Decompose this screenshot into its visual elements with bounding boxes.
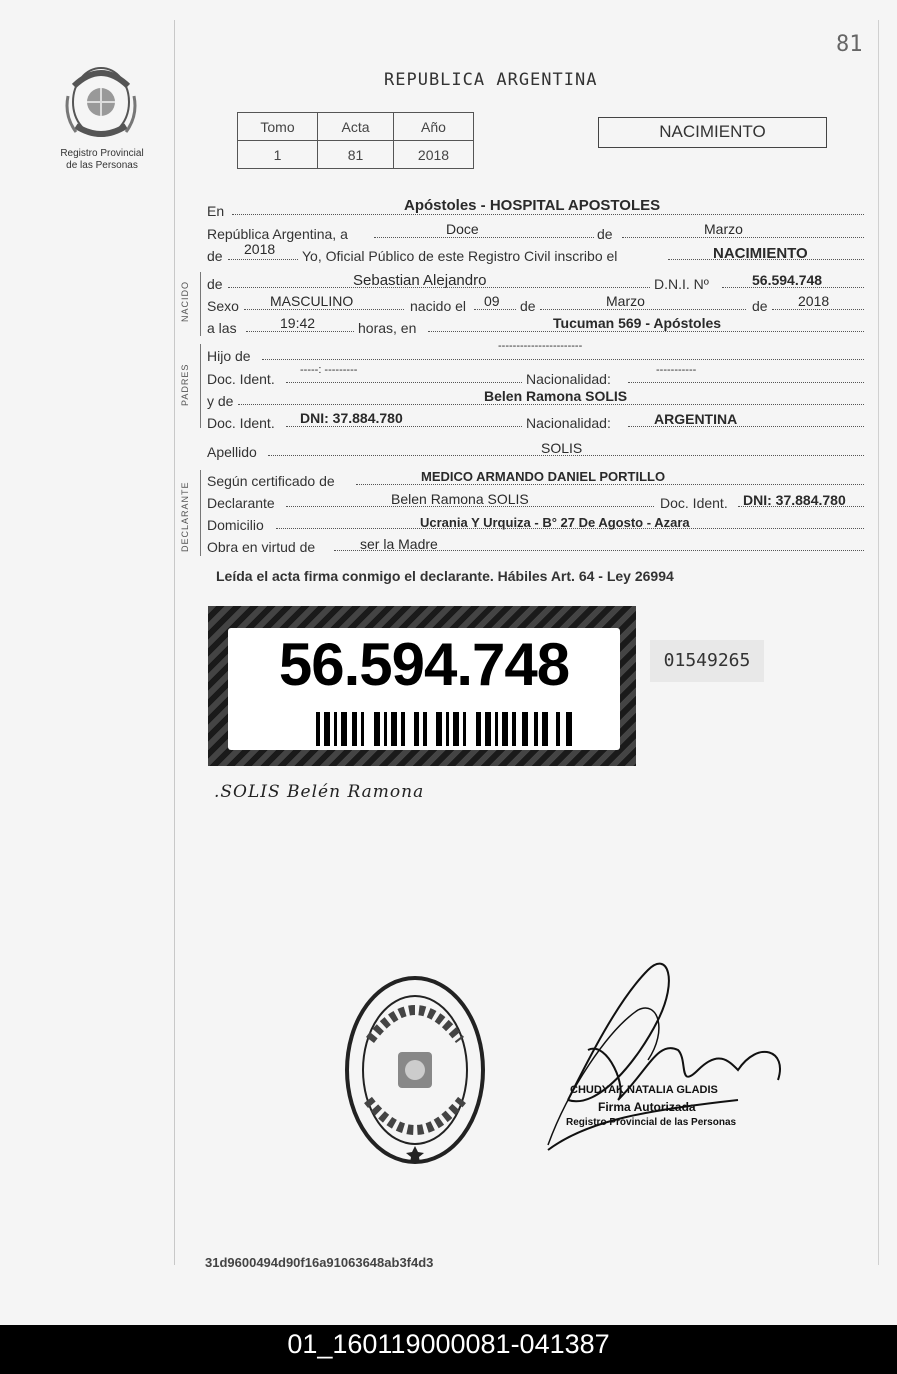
registry-line1: Registro Provincial <box>60 148 144 159</box>
dotted-line <box>474 309 516 310</box>
label-sexo: Sexo <box>207 298 239 314</box>
label-segun-certificado: Según certificado de <box>207 473 335 489</box>
value-in-virtue-of: ser la Madre <box>360 536 438 552</box>
dotted-line <box>286 426 522 427</box>
province-crest-icon <box>62 56 140 144</box>
label-de: de <box>597 226 613 242</box>
registry-line2: de las Personas <box>66 160 138 171</box>
label-a-las: a las <box>207 320 237 336</box>
value-year: 2018 <box>244 241 276 257</box>
label-horas-en: horas, en <box>358 320 417 336</box>
label-de2: de <box>207 248 223 264</box>
volume-header-ano: Año <box>394 113 474 141</box>
label-republica: República Argentina, a <box>207 226 348 242</box>
value-birth-year: 2018 <box>798 293 830 309</box>
volume-value-acta: 81 <box>318 141 394 169</box>
label-domicilio: Domicilio <box>207 517 264 533</box>
page-number: 81 <box>836 32 863 57</box>
label-nacido-el: nacido el <box>410 298 467 314</box>
dotted-line <box>262 359 864 360</box>
document-hash: 31d9600494d90f16a91063648ab3f4d3 <box>205 1255 434 1270</box>
value-mother-nationality: ARGENTINA <box>654 411 738 427</box>
file-id: 01_160119000081-041387 <box>287 1329 610 1359</box>
barcode-bars-icon <box>316 712 572 746</box>
dotted-line <box>374 237 594 238</box>
value-child-name: Sebastian Alejandro <box>353 272 487 289</box>
label-dni: D.N.I. Nº <box>654 276 709 292</box>
dotted-line <box>356 484 864 485</box>
volume-header-tomo: Tomo <box>238 113 318 141</box>
serial-number: 01549265 <box>650 640 764 682</box>
label-obra: Obra en virtud de <box>207 539 316 555</box>
value-place: Apóstoles - HOSPITAL APOSTOLES <box>404 197 661 214</box>
volume-table <box>237 112 474 169</box>
label-y-de: y de <box>207 393 234 409</box>
right-margin-line <box>878 20 879 1265</box>
value-declarant-doc: DNI: 37.884.780 <box>743 492 846 508</box>
label-doc-ident: Doc. Ident. <box>207 371 275 387</box>
value-father-doc: -----: --------- <box>300 364 358 376</box>
dotted-line <box>228 259 298 260</box>
section-divider <box>200 344 201 428</box>
signer-org: Registro Provincial de las Personas <box>566 1117 737 1128</box>
signer-name: CHUDYAK NATALIA GLADIS <box>570 1084 718 1096</box>
value-certificate-by: MEDICO ARMANDO DANIEL PORTILLO <box>421 469 666 484</box>
value-birth-time: 19:42 <box>280 315 316 331</box>
dotted-line <box>246 331 354 332</box>
dotted-line <box>232 214 864 215</box>
value-father-name: ----------------------- <box>498 340 583 352</box>
volume-header-acta: Acta <box>318 113 394 141</box>
dotted-line <box>428 331 864 332</box>
footnote: Leída el acta firma conmigo el declarante. Hábiles Art. 64 - Ley 26994 <box>216 568 674 584</box>
dotted-line <box>244 309 404 310</box>
signer-role: Firma Autorizada <box>598 1100 696 1114</box>
value-child-dni: 56.594.748 <box>752 272 823 288</box>
value-father-nationality: ----------- <box>656 364 697 376</box>
dotted-line <box>540 309 746 310</box>
value-address: Ucrania Y Urquiza - B° 27 De Agosto - Azara <box>420 515 690 530</box>
section-divider <box>200 272 201 336</box>
label-de-person: de <box>207 276 223 292</box>
record-type-box: NACIMIENTO <box>598 117 827 148</box>
value-mother-name: Belen Ramona SOLIS <box>484 388 628 404</box>
label-yo: Yo, Oficial Público de este Registro Civil inscribo el <box>302 248 618 264</box>
value-month: Marzo <box>704 221 743 237</box>
label-de-month: de <box>520 298 536 314</box>
value-surname: SOLIS <box>541 440 583 456</box>
label-nacionalidad: Nacionalidad: <box>526 371 611 387</box>
barcode-panel <box>228 628 620 750</box>
dotted-line <box>286 382 522 383</box>
label-doc-ident-declarant: Doc. Ident. <box>660 495 728 511</box>
registry-label <box>42 148 162 172</box>
section-divider <box>200 470 201 556</box>
label-declarante: Declarante <box>207 495 275 511</box>
value-declarant: Belen Ramona SOLIS <box>391 491 529 507</box>
label-doc-ident-mother: Doc. Ident. <box>207 415 275 431</box>
value-record-word: NACIMIENTO <box>713 245 808 262</box>
left-margin-line <box>174 20 175 1265</box>
section-label-padres: PADRES <box>180 363 190 406</box>
value-birth-day: 09 <box>484 293 500 309</box>
volume-value-tomo: 1 <box>238 141 318 169</box>
value-sex: MASCULINO <box>270 293 354 309</box>
document-title: REPUBLICA ARGENTINA <box>384 70 598 90</box>
label-nacionalidad-mother: Nacionalidad: <box>526 415 611 431</box>
volume-value-ano: 2018 <box>394 141 474 169</box>
barcode-number: 56.594.748 <box>278 631 570 698</box>
value-mother-doc: DNI: 37.884.780 <box>300 410 403 426</box>
value-day-words: Doce <box>446 221 479 237</box>
label-apellido: Apellido <box>207 444 257 460</box>
label-de-year: de <box>752 298 768 314</box>
dotted-line <box>622 237 864 238</box>
dotted-line <box>772 309 864 310</box>
barcode-label <box>208 606 636 766</box>
section-label-nacido: NACIDO <box>180 280 190 322</box>
value-birth-address: Tucuman 569 - Apóstoles <box>553 315 722 331</box>
registry-seal-icon <box>340 970 490 1170</box>
dotted-line <box>238 404 864 405</box>
dotted-line <box>628 382 864 383</box>
value-birth-month: Marzo <box>606 293 645 309</box>
handwritten-name: .SOLIS Belén Ramona <box>214 782 425 802</box>
label-hijo-de: Hijo de <box>207 348 251 364</box>
section-label-declarante: DECLARANTE <box>180 481 190 552</box>
label-en: En <box>207 203 225 219</box>
